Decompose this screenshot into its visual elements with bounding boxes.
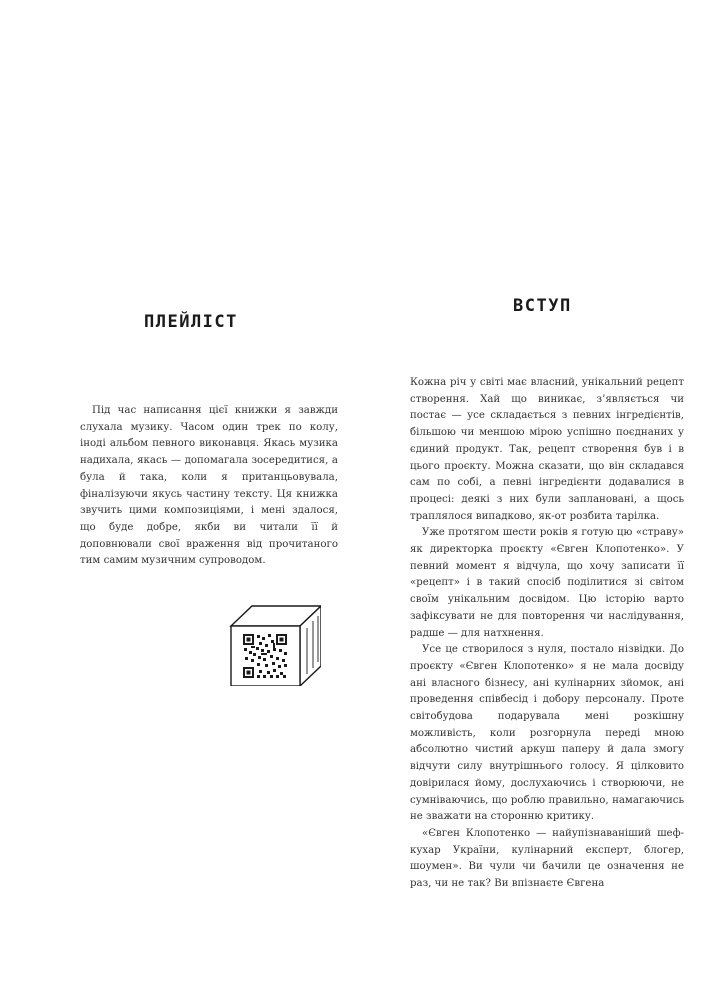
playlist-paragraph: Під час написання цієї книжки я завжди слухала музику. Часом один трек по колу, іноді альбом певного виконавця. Якась музика надихала, якась — допомагала зосередитися, а була й така, коли я пританцьовувала, фіналізуючи якусь частину тексту. Ця книжка звучить цими композиціями, і мені здалося, що буде добре, якби ви читали її й доповнювали свої враження від прочитаного тим самим музичним супроводом. — [80, 405, 338, 567]
playlist-text-block — [80, 403, 338, 570]
intro-paragraph: Уже протягом шести років я готую цю «страву» як директорка проєкту «Євген Клопотенко». У певний момент я відчула, що хочу записати її «рецепт» і в такий спосіб поділитися зі світом своїм унікальним досвідом. Цю історію варто зафіксувати не для повторення чи наслідування, радше — для натхнення. — [410, 527, 684, 639]
intro-paragraph: Кожна річ у світі має власний, унікальний рецепт створення. Хай що виникає, з’являється чи постає — усе складається з певних інгредієнтів, більшою чи меншою мірою успішно поєднаних у єдиний продукт. Так, рецепт створення був і в цього проєкту. Можна сказати, що він складався сам по собі, а певні інгредієнти додавалися в процесі: деякі з них були заплановані, а щось траплялося випадково, як-от розбита тарілка. — [410, 377, 684, 522]
playlist-heading: ПЛЕЙЛІСТ — [144, 312, 238, 332]
intro-paragraph: «Євген Клопотенко — найупізнаваніший шеф-кухар України, кулінарний експерт, блогер, шоумен». Ви чули чи бачили це означення не раз, чи не так? Ви впізнаєте Євгена — [410, 827, 684, 890]
qr-code-cube-icon[interactable] — [229, 604, 321, 686]
introduction-text-block — [410, 375, 684, 893]
intro-paragraph: Усе це створилося з нуля, постало нізвідки. До проєкту «Євген Клопотенко» я не мала досвіду ані власного бізнесу, ані кулінарних зйомок, ані проведення співбесід і добору персоналу. Проте світобудова подарувала мені розкішну можливість, коли розгорнула переді мною абсолютно чистий аркуш паперу й дала змогу відчути силу внутрішнього голосу. Я цілковито довірилася йому, дослухаючись і створюючи, не сумніваючись, що роблю правильно, намагаючись не зважати на сторонню критику. — [410, 644, 684, 823]
introduction-heading: ВСТУП — [513, 296, 572, 316]
